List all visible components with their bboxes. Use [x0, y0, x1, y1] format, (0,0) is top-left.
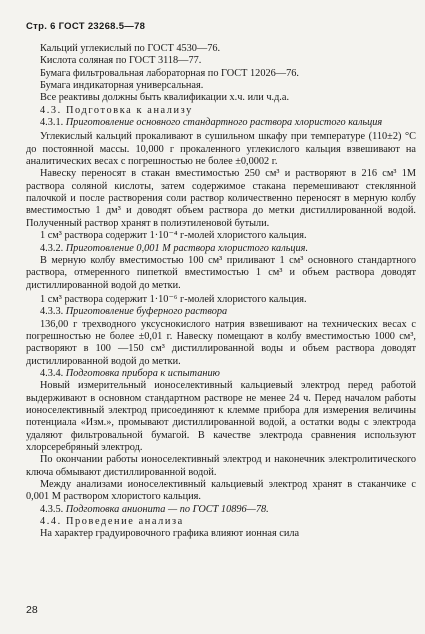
section-number: 4.3.4.: [40, 367, 66, 379]
paragraph: Бумага индикаторная универсальная.: [40, 80, 204, 92]
page-number: 28: [26, 604, 38, 616]
paragraph: Навеску переносят в стакан вместимостью 250 см³ и растворяют в 216 см³ 1М раствора соляной кислоты, затем содержимое стакана перемешивают стеклянной палочкой и после растворения соли раствор количественно переносят в мерную колбу вместимостью 1 дм³ и доводят объем раствора до метки дистиллированной водой. Полученный раствор хранят в полиэтиленовой бутыли.: [26, 168, 416, 229]
paragraph: Кальций углекислый по ГОСТ 4530—76.: [40, 43, 221, 54]
paragraph: 1 см³ раствора содержит 1·10⁻⁴ г-молей хлористого кальция.: [40, 230, 307, 242]
section-title: Подготовка анионита — по ГОСТ 10896—78.: [65, 503, 269, 515]
paragraph: [26, 368, 416, 380]
document-body: [26, 43, 416, 541]
paragraph: [26, 306, 416, 318]
paragraph: [26, 243, 416, 255]
section-number: 4.3.5.: [40, 503, 66, 515]
paragraph: Углекислый кальций прокаливают в сушильном шкафу при температуре (110±2) °С до постоянной массы. 10,000 г прокаленного углекислого кальция взвешивают на аналитических весах с погрешностью не более ±0,0002 г.: [26, 131, 416, 168]
section-title: Приготовление буферного раствора: [65, 306, 228, 318]
paragraph: Между анализами ионоселективный кальциевый электрод хранят в стаканчике с 0,001 М раствором хлористого кальция.: [26, 479, 416, 503]
paragraph: По окончании работы ионоселективный электрод и наконечник электролитического ключа обмывают дистиллированной водой.: [26, 454, 416, 478]
paragraph: [26, 504, 416, 516]
paragraph: 1 см³ раствора содержит 1·10⁻⁶ г-молей хлористого кальция.: [40, 293, 307, 305]
paragraph: Все реактивы должны быть квалификации х.ч. или ч.д.а.: [40, 92, 290, 104]
paragraph: 4.4. Проведение анализа: [40, 516, 184, 528]
section-number: 4.3.2.: [40, 242, 66, 254]
paragraph: Новый измерительный ионоселективный кальциевый электрод перед работой выдерживают в основном стандартном растворе не менее 24 ч. Перед началом работы ионоселективный электрод присоединяют к клемме прибора для измерения величины потенциала «Изм.», промывают дистиллированной водой, а остатки воды с электрода удаляют фильтровальной бумагой. В качестве электрода сравнения используют хлорсеребряный электрод.: [26, 380, 416, 453]
section-title: Приготовление основного стандартного раствора хлористого кальция: [65, 117, 383, 129]
paragraph: Кислота соляная по ГОСТ 3118—77.: [40, 55, 202, 67]
section-title: Подготовка прибора к испытанию: [65, 367, 220, 379]
paragraph: Бумага фильтровальная лабораторная по ГОСТ 12026—76.: [40, 67, 299, 79]
page-header: Стр. 6 ГОСТ 23268.5—78: [26, 21, 146, 32]
paragraph: В мерную колбу вместимостью 100 см³ приливают 1 см³ основного стандартного раствора, отмеренного пипеткой вместимостью 1 см³ и объем раствора доводят дистиллированной водой до метки.: [26, 254, 416, 291]
section-title: Приготовление 0,001 М раствора хлористого кальция.: [65, 242, 309, 254]
section-number: 4.3.3.: [40, 306, 66, 318]
paragraph: 4.3. Подготовка к анализу: [40, 104, 193, 116]
paragraph: [26, 117, 416, 129]
paragraph: На характер градуировочного графика влияют ионная сила: [40, 528, 300, 540]
paragraph: 136,00 г трехводного уксуснокислого натрия взвешивают на технических весах с погрешностью не более ±0,01 г. Навеску помещают в колбу вместимостью 1000 см³, растворяют в 100 —150 см³ дистиллированной воды и объем раствора доводят дистиллированной водой до метки.: [26, 318, 416, 367]
section-number: 4.3.1.: [40, 117, 66, 129]
